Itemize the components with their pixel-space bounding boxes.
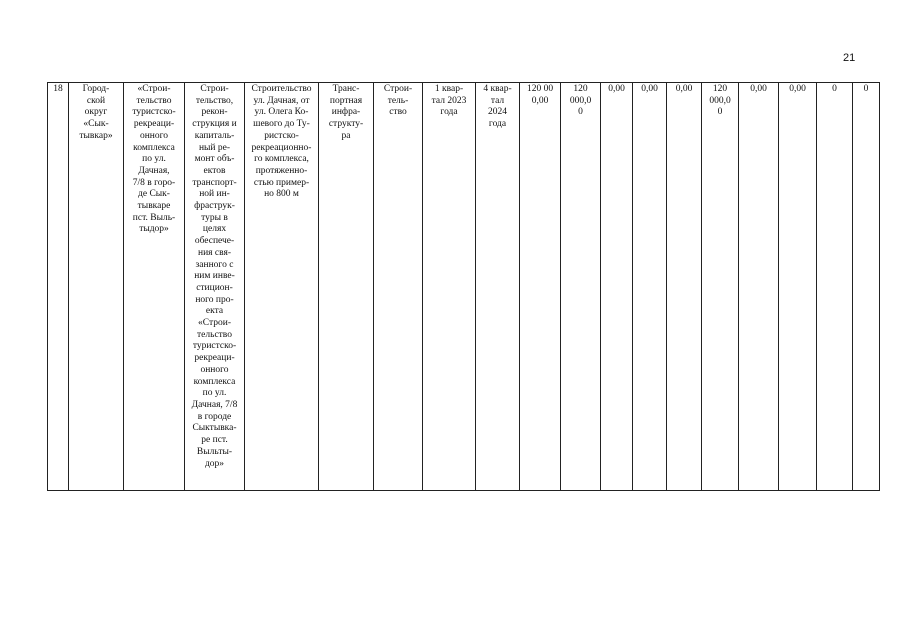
infrastructure-type-cell: Транс- портная инфра- структу- ра	[319, 83, 374, 491]
amount-cell-5: 0,00	[667, 83, 702, 491]
amount-cell-3: 0,00	[601, 83, 633, 491]
row-number-cell: 18	[48, 83, 69, 491]
total-amount-cell: 120 00 0,00	[520, 83, 561, 491]
amount-cell-4: 0,00	[633, 83, 667, 491]
amount-cell-8: 0,00	[779, 83, 817, 491]
amount-cell-7: 0,00	[739, 83, 779, 491]
amount-cell-6: 120 000,0 0	[702, 83, 739, 491]
end-period-cell: 4 квар- тал 2024 года	[476, 83, 520, 491]
investment-table	[47, 82, 880, 491]
municipality-cell: Город- ской округ «Сык- тывкар»	[69, 83, 124, 491]
activity-cell: Строи- тельство, рекон- струкция и капиталь- ный ре- монт объ- ектов транспорт- ной ин- фраструк- туры в целях обеспече- ния свя- занного с ним инве- стицион- ного про- екта «Строи- тельство туристско- рекреаци- онного комплекса по ул. Дачная, 7/8 в городе Сыктывка- ре пст. Выльты- дор»	[185, 83, 245, 491]
amount-cell-10: 0	[853, 83, 880, 491]
project-name-cell: «Строи- тельство туристско- рекреаци- онного комплекса по ул. Дачная, 7/8 в горо- де Сык- тывкаре пст. Выль- тыдор»	[124, 83, 185, 491]
work-type-cell: Строи- тель- ство	[374, 83, 423, 491]
page-number: 21	[843, 52, 856, 64]
amount-cell-9: 0	[817, 83, 853, 491]
start-period-cell: 1 квар- тал 2023 года	[423, 83, 476, 491]
amount-cell-2: 120 000,0 0	[561, 83, 601, 491]
object-cell: Строительство ул. Дачная, от ул. Олега Ко- шевого до Ту- ристско- рекреационно- го комплекса, протяженно- стью пример- но 800 м	[245, 83, 319, 491]
table-row	[48, 83, 880, 491]
